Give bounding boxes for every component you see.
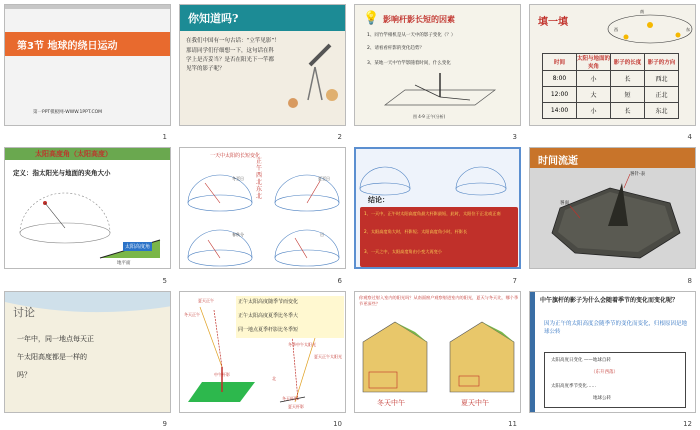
slide-title: 讨论 <box>13 305 35 319</box>
slide-11[interactable] <box>354 291 521 413</box>
slide-thumbnail-12[interactable] <box>525 287 700 430</box>
slide-8[interactable] <box>529 147 696 269</box>
slide-footer: 第一PPT模板网-WWW.1PPT.COM <box>33 110 103 115</box>
slide-10[interactable] <box>179 291 346 413</box>
slide-number: 5 <box>162 276 167 285</box>
table-cell: 大 <box>577 87 611 103</box>
slide-title: 填一填 <box>538 17 568 28</box>
slide-number: 12 <box>683 419 692 428</box>
label-winter-noon: 冬天中午 <box>377 398 405 407</box>
slide-thumbnail-7[interactable] <box>350 143 525 286</box>
slide-9[interactable] <box>4 291 171 413</box>
label-noon-shadow: 中午杆影 <box>214 371 230 377</box>
slide-number: 11 <box>508 419 517 428</box>
table-row <box>543 87 679 103</box>
summary-line-4: 地球公转 <box>593 395 611 401</box>
slide-number: 8 <box>687 276 692 285</box>
question-text: 中午旗杆的影子为什么会随着季节的变化而变化呢？ <box>540 296 679 304</box>
facts-panel <box>236 296 344 338</box>
conclusion-panel <box>360 207 518 267</box>
label-dial-face: 晷面 <box>560 201 569 207</box>
definition-text: 定义：指太阳光与地面的夹角大小 <box>13 169 111 178</box>
table-row <box>543 103 679 119</box>
fact-2: 正午太阳高度夏季比冬季大 <box>238 312 299 319</box>
slide-thumbnail-9[interactable] <box>0 287 175 430</box>
label-north: 北 <box>272 375 276 381</box>
label-day: 日 <box>320 232 324 238</box>
sundial-illustration <box>530 148 696 269</box>
table-header: 时间 <box>543 54 577 71</box>
table-cell: 长 <box>611 103 645 119</box>
table-header-row <box>543 54 679 71</box>
fact-1: 正午太阳高度随季节而变化 <box>238 298 299 305</box>
table-header: 影子的长度 <box>611 54 645 71</box>
slide-title: 一天中太阳的长短变化 <box>210 153 261 160</box>
body-line-2: 那请同学们仔细想一下，这句话在科 <box>186 48 275 54</box>
slide-thumbnail-4[interactable] <box>525 0 700 143</box>
slide-number: 9 <box>162 419 167 428</box>
slide-title: 时间流逝 <box>538 156 578 168</box>
summary-box <box>544 352 686 408</box>
slide-number: 7 <box>512 276 517 285</box>
slide-5[interactable] <box>4 147 171 269</box>
item-3: 3、某地一天中竹竿影随着时间，什么变化 <box>367 61 451 66</box>
label-equinox: 春秋分 <box>232 232 244 238</box>
slide-3[interactable] <box>354 4 521 126</box>
question-line-2: 午太阳高度都是一样的 <box>17 352 87 361</box>
slide-7[interactable] <box>354 147 521 269</box>
table-cell: 长 <box>611 71 645 87</box>
label-summer: 夏至日 <box>318 176 330 182</box>
summary-line-2: （东升西落） <box>591 369 618 375</box>
slide-number: 1 <box>162 133 167 142</box>
label-winter-shadow: 冬天杆影 <box>282 395 298 401</box>
slide-thumbnail-5[interactable] <box>0 143 175 286</box>
slide-thumbnail-11[interactable] <box>350 287 525 430</box>
table-cell: 西北 <box>645 71 679 87</box>
slide-thumbnail-6[interactable] <box>175 143 350 286</box>
slide-title: 第3节 地球的绕日运动 <box>17 41 118 52</box>
telescope-illustration <box>180 5 346 126</box>
diagram-label-east: 东 <box>686 27 690 32</box>
label-summer-noon: 夏天中午 <box>461 398 489 407</box>
table-header: 影子的方向 <box>645 54 679 71</box>
label-gnomon: 晷针-表 <box>630 172 646 178</box>
slide-number: 2 <box>337 133 342 142</box>
slide-12[interactable] <box>529 291 696 413</box>
conclusion-1: 1、一天中，正午时太阳高度角最大杆影最短，此时，太阳位于正北或正南 <box>364 211 501 217</box>
slide-number: 6 <box>337 276 342 285</box>
slide-number: 3 <box>512 133 517 142</box>
side-label: 正午西北东北 <box>256 158 263 201</box>
slide-1[interactable] <box>4 4 171 126</box>
slide-2[interactable] <box>179 4 346 126</box>
question-line-1: 一年中，同一地点每天正 <box>17 334 94 343</box>
table-cell: 正北 <box>645 87 679 103</box>
item-1: 1、同竹竿相机是从一天中的影子变化（？） <box>367 33 456 38</box>
table-cell: 小 <box>577 71 611 87</box>
label-winter: 冬至日 <box>232 176 244 182</box>
slide-number: 4 <box>687 133 692 142</box>
question-text: 你观察过射入室内的阳光吗？从南面窗户观察射进室内的阳光，夏天与冬天比，哪个季节更深些？ <box>359 294 519 306</box>
top-stripe <box>5 5 170 9</box>
slide-thumbnail-1[interactable] <box>0 0 175 143</box>
diagram-label-west: 西 <box>614 27 618 32</box>
table-cell: 12:00 <box>543 87 577 103</box>
table-header: 太阳与地面的夹角 <box>577 54 611 71</box>
observation-table <box>542 53 679 119</box>
angle-tag: 太阳高度角 <box>125 244 151 251</box>
table-row <box>543 71 679 87</box>
slide-thumbnail-2[interactable] <box>175 0 350 143</box>
summary-line-1: 太阳高度日变化 ——地球自转 <box>551 357 611 363</box>
summary-line-3: 太阳高度季节变化…… <box>551 383 596 389</box>
house-sunlight-diagrams <box>355 292 521 413</box>
slide-title: 影响杆影长短的因素 <box>383 15 455 24</box>
label-summer-sun: 夏天正午太阳光 <box>314 353 342 359</box>
item-2: 2、请看看杆影的变化趋势？ <box>367 46 424 51</box>
label-winter-sun: 冬季中午太阳光 <box>288 341 316 347</box>
diagram-caption: 图 4-9 正午(分析) <box>413 114 446 119</box>
slide-header: 太阳高度角（太阳高度） <box>35 150 112 159</box>
body-line-3: 学上是否妥当？是否在阳光下一竿都 <box>186 57 275 63</box>
ground-label: 地平面 <box>117 261 131 267</box>
slide-6[interactable] <box>179 147 346 269</box>
answer-text: 因为正午的太阳高度会随季节的变化而变化，归根原因是地球公转 <box>544 320 688 335</box>
question-line-3: 吗？ <box>17 370 31 379</box>
bulb-icon: 💡 <box>363 11 380 26</box>
label-summer-shadow: 夏天杆影 <box>288 403 304 409</box>
conclusion-2: 2、太阳高度角大时，杆影短；太阳高度角小时，杆影长 <box>364 229 468 235</box>
slide-thumbnail-8[interactable] <box>525 143 700 286</box>
slide-title: 结论： <box>368 196 389 205</box>
table-cell: 小 <box>577 103 611 119</box>
table-cell: 14:00 <box>543 103 577 119</box>
body-line-1: 在我们中国有一句古话：“立竿见影”！ <box>186 38 280 44</box>
diagram-label-south: 南 <box>640 9 644 14</box>
slide-number: 10 <box>333 419 342 428</box>
slide-title: 你知道吗? <box>188 12 239 25</box>
body-line-4: 见竿的影子呢？ <box>186 66 225 72</box>
shadow-diagram <box>355 5 521 126</box>
label-winter-noon: 冬天正午 <box>184 311 200 317</box>
fact-3: 同一地点夏季杆影比冬季短 <box>238 326 299 333</box>
slide-4[interactable] <box>529 4 696 126</box>
accent-bar <box>530 292 535 412</box>
slide-thumbnail-10[interactable] <box>175 287 350 430</box>
table-cell: 东北 <box>645 103 679 119</box>
label-summer-noon: 夏天正午 <box>198 297 214 303</box>
conclusion-3: 3、一天之中，太阳高度角由小变大再变小 <box>364 249 443 255</box>
slide-thumbnail-3[interactable] <box>350 0 525 143</box>
table-cell: 短 <box>611 87 645 103</box>
table-cell: 8:00 <box>543 71 577 87</box>
